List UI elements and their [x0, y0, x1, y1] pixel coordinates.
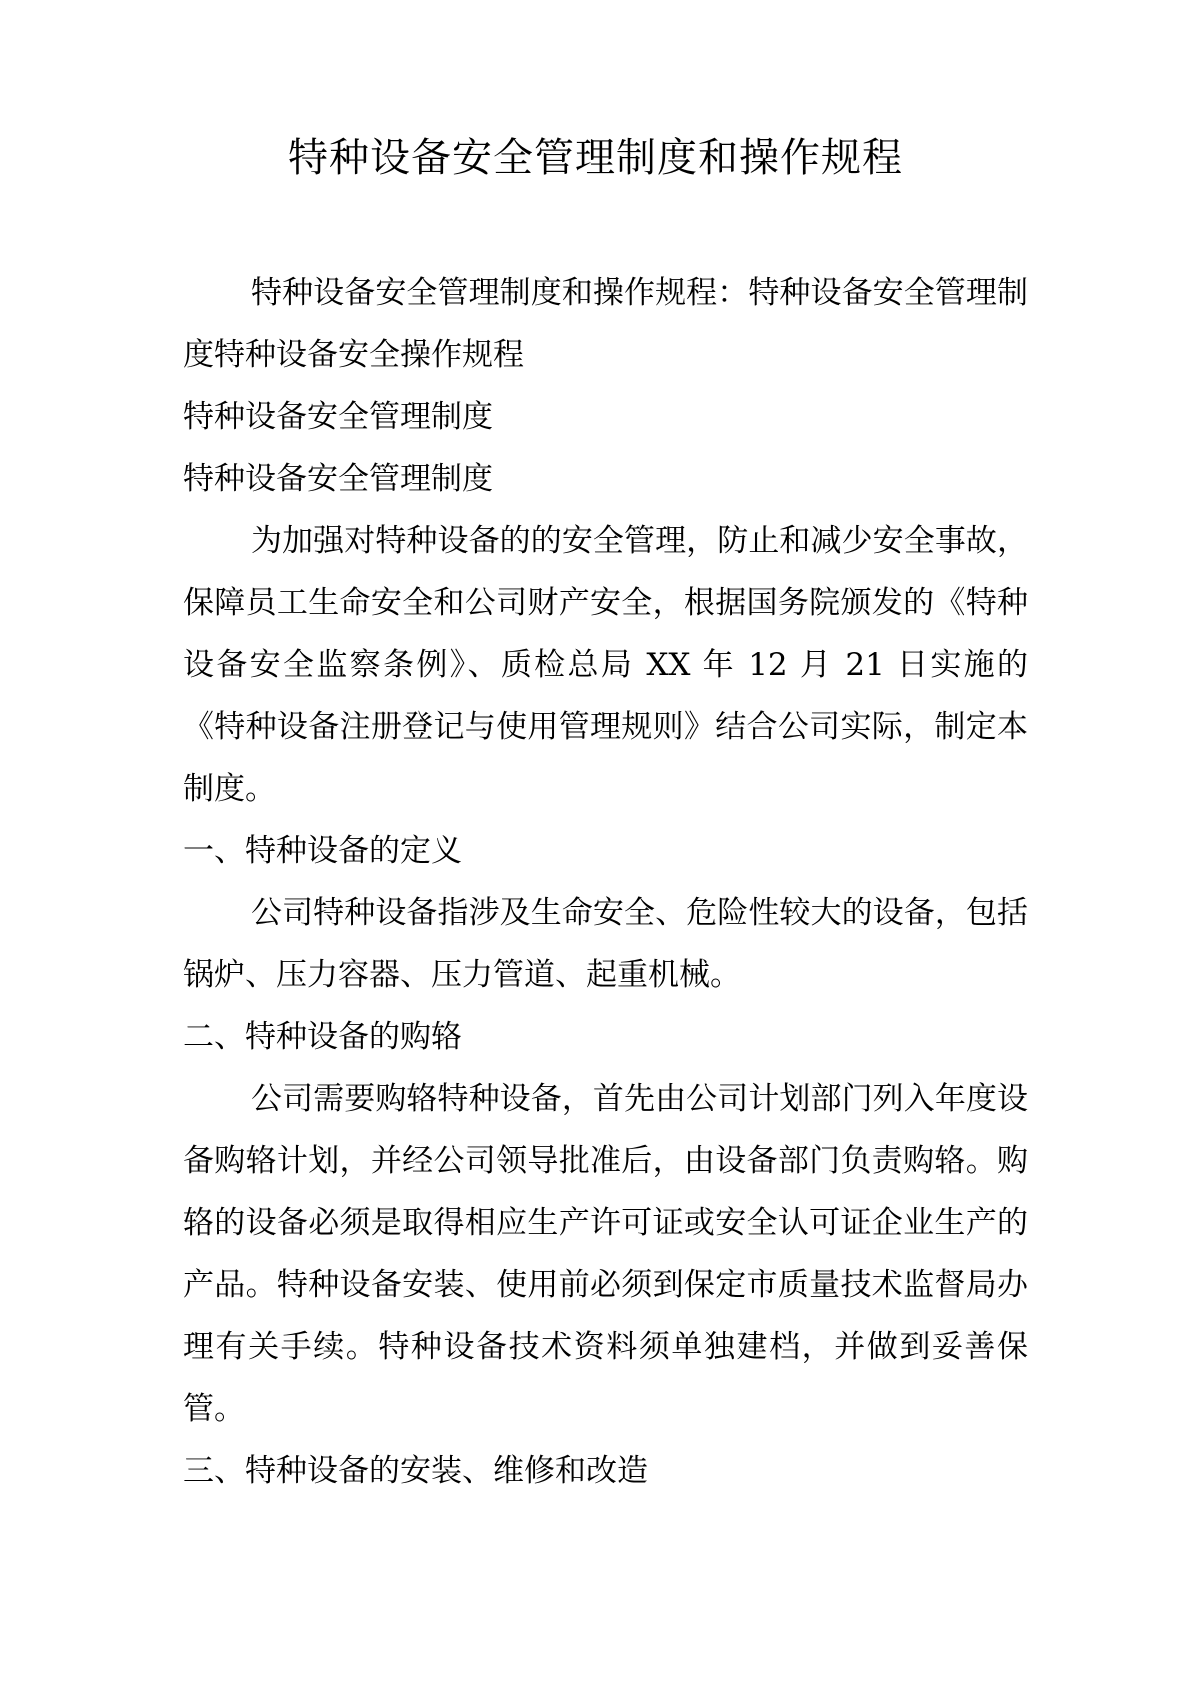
- section-heading-purchase: 二、特种设备的购辂: [183, 1019, 462, 1055]
- section-heading-management-repeat: 特种设备安全管理制度: [183, 461, 493, 497]
- document-title: 特种设备安全管理制度和操作规程: [288, 135, 903, 181]
- section-heading-installation: 三、特种设备的安装、维修和改造: [183, 1453, 648, 1489]
- section-heading-definition: 一、特种设备的定义: [183, 833, 462, 869]
- section-heading-management: 特种设备安全管理制度: [183, 399, 493, 435]
- paragraph-definition: 公司特种设备指涉及生命安全、危险性较大的设备，包括锅炉、压力容器、压力管道、起重机械。: [183, 895, 1028, 993]
- paragraph-purchase: 公司需要购辂特种设备，首先由公司计划部门列入年度设备购辂计划，并经公司领导批准后，由设备部门负责购辂。购辂的设备必须是取得相应生产许可证或安全认可证企业生产的产品。特种设备安装、使用前必须到保定市质量技术监督局办理有关手续。特种设备技术资料须单独建档，并做到妥善保管。: [183, 1081, 1028, 1427]
- paragraph-intro: 特种设备安全管理制度和操作规程：特种设备安全管理制度特种设备安全操作规程: [183, 275, 1028, 373]
- paragraph-purpose: 为加强对特种设备的的安全管理，防止和减少安全事故，保障员工生命安全和公司财产安全，根据国务院颁发的《特种设备安全监察条例》、质检总局 XX 年 12 月 21 日实施的《特种设备注册登记与使用管理规则》结合公司实际，制定本制度。: [183, 523, 1028, 807]
- document-body: [183, 262, 1028, 1502]
